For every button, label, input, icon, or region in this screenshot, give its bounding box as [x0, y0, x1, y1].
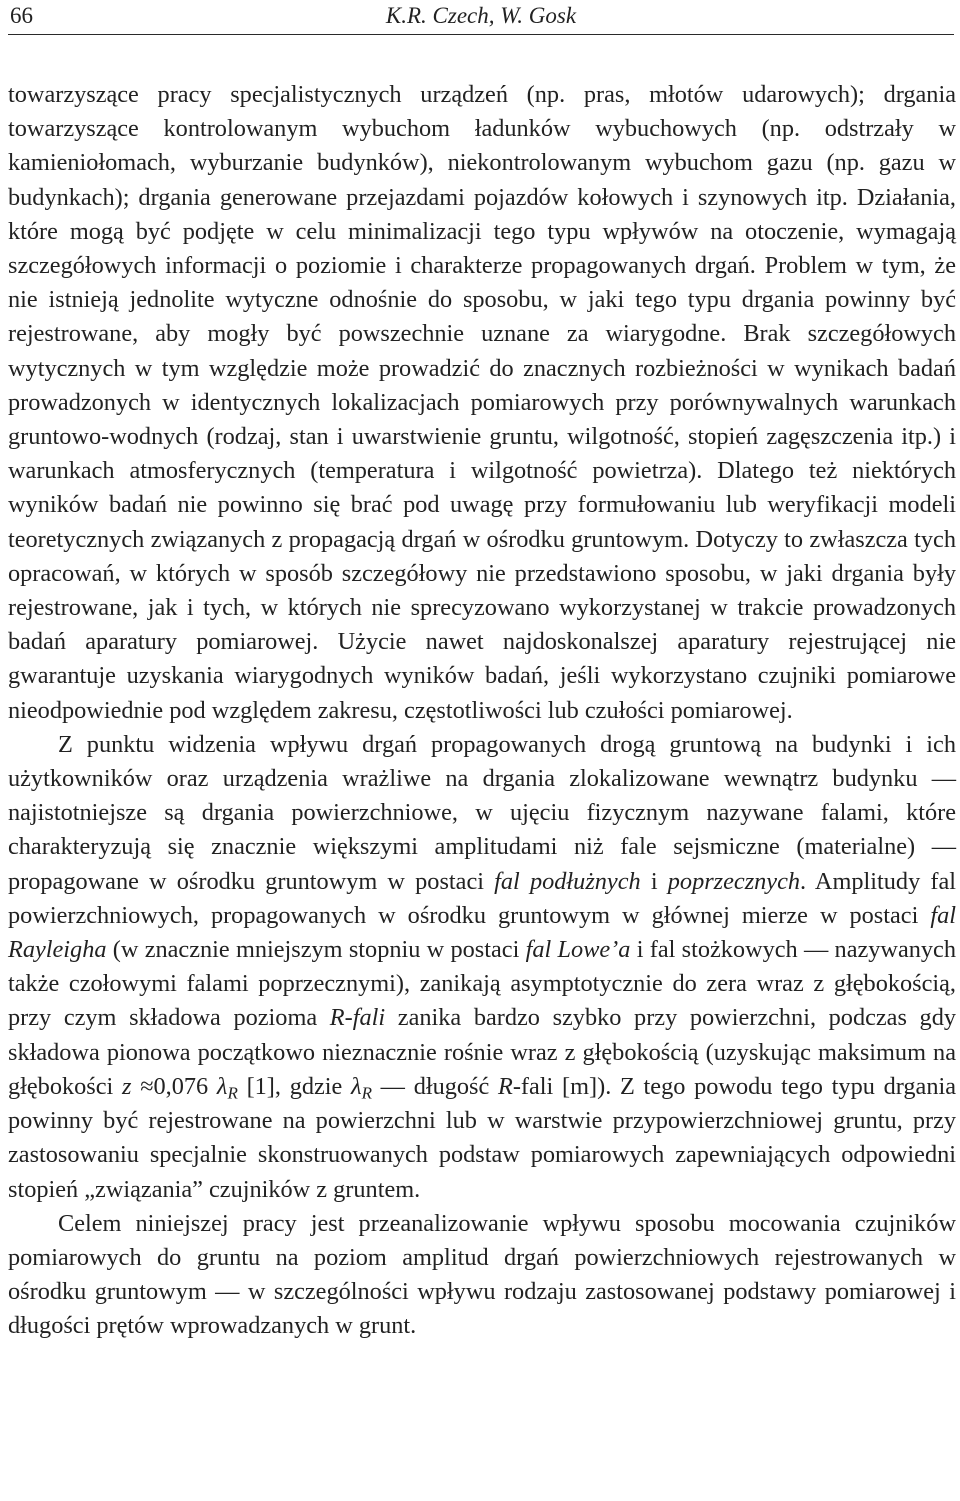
math-subscript: R: [361, 1083, 372, 1103]
text-run: — długość: [371, 1072, 498, 1100]
math-subscript: R: [227, 1083, 238, 1103]
italic-term: fal Rayleigha: [8, 901, 956, 964]
text-run: i fal stożkowych — nazywanych także czołowymi falami poprzecznymi), zanikają asymptotycznie do zera wraz z głębokością, przy czym składowa pozioma: [8, 936, 956, 1032]
body-text: [8, 78, 956, 1344]
text-run: (w znacznie mniejszym stopniu w postaci: [106, 936, 526, 964]
italic-term: R-fali: [329, 1004, 386, 1032]
text-run: -fali [m]). Z tego powodu tego typu drgania powinny być rejestrowane na powierzchni lub w warstwie przypowierzchniowej gruntu, przy zastosowaniu specjalnie skonstruowanych podstaw pomiarowych zapewniających odpowiedni stopień „związania” czujników z gruntem.: [8, 1072, 957, 1203]
paragraph-3: [8, 1207, 956, 1344]
paragraph-3-text: Celem niniejszej pracy jest przeanalizowanie wpływu sposobu mocowania czujników pomiarowych do gruntu na poziom amplitud drgań powierzchniowych rejestrowanych w ośrodku gruntowym — w szczególności wpływu rodzaju zastosowanej podstawy pomiarowej i długości prętów wprowadzanych w grunt.: [8, 1209, 956, 1340]
text-run: Z punktu widzenia wpływu drgań propagowanych drogą gruntową na budynki i ich użytkowników oraz urządzenia wrażliwe na drgania zlokalizowane wewnątrz budynku — najistotniejsze są drgania powierzchniowe, w ujęciu fizycznym nazywane falami, które charakteryzują się znacznie większymi amplitudami niż fale sejsmiczne (materialne) — propagowane w ośrodku gruntowym w postaci: [8, 730, 956, 895]
math-variable: λ: [216, 1072, 228, 1100]
running-header: [8, 0, 954, 35]
italic-term: fal Lowe’a: [525, 936, 631, 964]
italic-term: poprzecznych: [667, 867, 801, 895]
paragraph-2: [8, 728, 956, 1207]
page-number: 66: [10, 3, 33, 28]
text-run: [1], gdzie: [237, 1072, 352, 1100]
italic-term: fal podłużnych: [494, 867, 641, 895]
text-run: ≈0,076: [131, 1072, 217, 1100]
math-variable: λ: [351, 1072, 362, 1100]
paragraph-1-text: towarzyszące pracy specjalistycznych urządzeń (np. pras, młotów udarowych); drgania towarzyszące kontrolowanym wybuchom ładunków wybuchowych (np. odstrzały w kamieniołomach, wyburzanie budynków), niekontrolowanym wybuchom gazu (np. gazu w budynkach); drgania generowane przejazdami pojazdów kołowych i szynowych itp. Działania, które mogą być podjęte w celu minimalizacji tego typu wpływów na otoczenie, wymagają szczegółowych informacji o poziomie i charakterze propagowanych drgań. Problem w tym, że nie istnieją jednolite wytyczne odnośnie do sposobu, w jaki tego typu drgania powinny być rejestrowane, aby mogły być powszechnie uznane za wiarygodne. Brak szczegółowych wytycznych w tym względzie może prowadzić do znacznych rozbieżności w wynikach badań prowadzonych w identycznych lokalizacjach pomiarowych przy porównywalnych warunkach gruntowo-wodnych (rodzaj, stan i uwarstwienie gruntu, wilgotność, stopień zagęszczenia itp.) i warunkach atmosferycznych (temperatura i wilgotność powietrza). Dlatego też niektórych wyników badań nie powinno się brać pod uwagę przy formułowaniu lub weryfikacji modeli teoretycznych związanych z propagacją drgań w ośrodku gruntowym. Dotyczy to zwłaszcza tych opracowań, w których w sposób szczegółowy nie przedstawiono sposobu, w jaki drgania były rejestrowane, jak i tych, w których nie sprecyzowano wykorzystanej w trakcie prowadzonych badań aparatury pomiarowej. Użycie nawet najdoskonalszej aparatury rejestrującej nie gwarantuje uzyskania wiarygodnych wyników badań, jeśli wykorzystano czujniki pomiarowe nieodpowiednie pod względem zakresu, częstotliwości lub czułości pomiarowej.: [8, 81, 956, 724]
text-run: zanika bardzo szybko przy powierzchni, podczas gdy składowa pionowa początkowo nieznacznie rośnie wraz z głębokością (uzyskując maksimum na głębokości: [8, 1004, 957, 1100]
math-variable: R: [498, 1072, 513, 1100]
text-run: i: [640, 867, 668, 895]
text-run: . Amplitudy fal powierzchniowych, propagowanych w ośrodku gruntowym w głównej mierze w postaci: [8, 867, 957, 929]
math-variable: z: [122, 1072, 132, 1100]
paragraph-1: [8, 78, 956, 728]
running-head-authors: K.R. Czech, W. Gosk: [385, 3, 577, 28]
